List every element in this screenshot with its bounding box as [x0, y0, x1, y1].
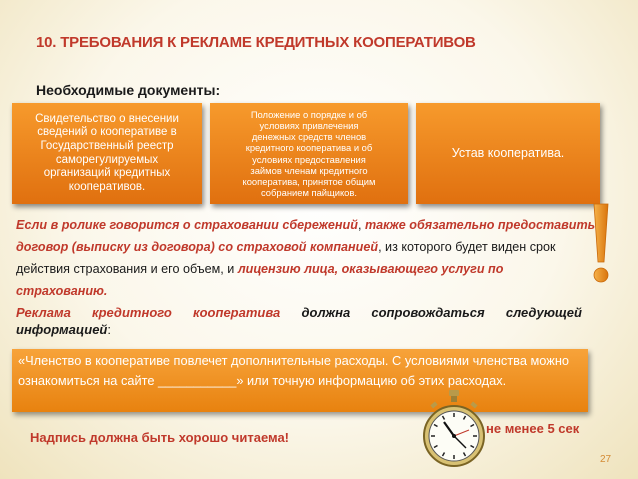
- insurance-paragraph: Если в ролике говорится о страховании сбережений, также обязательно предоставить договор (выписку из договора) со страховой компанией, из которого будет виден срок действия страхования и его объем, и лицензию лица, оказывающего услуги по страхованию.: [16, 218, 596, 298]
- requirement-word: следующей: [505, 305, 582, 320]
- requirement-word: информацией: [16, 322, 108, 337]
- requirement-word: кооператива: [193, 305, 281, 320]
- stopwatch-icon: [422, 388, 486, 474]
- document-box-text: Свидетельство о внесении сведений о кооперативе в Государственный реестр саморегулируемых организаций кредитных кооперативов.: [35, 112, 179, 193]
- document-box-text: Положение о порядке и об условиях привлечения денежных средств членов кредитного кооператива и об условиях предоставления займов членам кредитного кооператива, принятое общим собранием пайщиков.: [242, 109, 376, 198]
- requirement-word: кредитного: [92, 305, 172, 320]
- documents-heading: Необходимые документы:: [36, 82, 221, 98]
- requirement-word: должна: [301, 305, 351, 320]
- document-box-certificate: [12, 103, 202, 204]
- duration-label: не менее 5 сек: [486, 421, 580, 436]
- requirement-word: сопровождаться: [371, 305, 485, 320]
- page-number: 27: [600, 454, 612, 465]
- document-box-charter: [416, 103, 600, 204]
- membership-notice-box: «Членство в кооперативе повлечет дополнительные расходы. С условиями членства можно ознакомиться на сайте ___________» или точную информацию об этих расходах.: [12, 349, 588, 412]
- requirement-word: Реклама: [16, 305, 71, 320]
- slide-title: 10. ТРЕБОВАНИЯ К РЕКЛАМЕ КРЕДИТНЫХ КООПЕРАТИВОВ: [36, 34, 476, 51]
- requirement-line: Реклама кредитного кооператива должна сопровождаться следующей информацией:: [16, 305, 582, 337]
- readability-note: Надпись должна быть хорошо читаема!: [30, 430, 290, 445]
- document-box-text: Устав кооператива.: [451, 146, 565, 161]
- exclamation-icon: [588, 202, 614, 288]
- document-box-regulation: [210, 103, 408, 204]
